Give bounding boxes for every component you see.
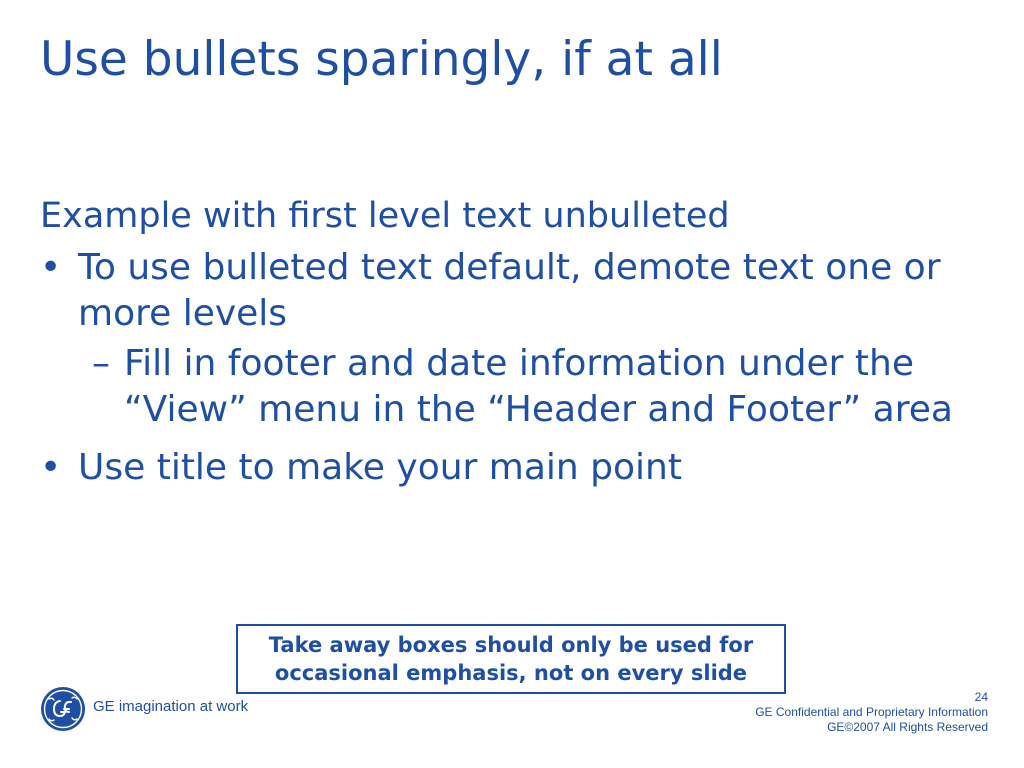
- takeaway-text: Take away boxes should only be used for occasional emphasis, not on every slide: [268, 633, 754, 685]
- bullet-marker: •: [40, 247, 62, 288]
- bullet-marker: •: [40, 447, 62, 488]
- sub-bullet-item: [40, 341, 990, 433]
- footer-info: [755, 690, 988, 735]
- slide-title: Use bullets sparingly, if at all: [40, 32, 723, 87]
- bullet-item: [40, 245, 990, 337]
- lead-text: Example with first level text unbulleted: [40, 196, 730, 236]
- sub-bullet-text: Fill in footer and date information under the “View” menu in the “Header and Footer” area: [124, 343, 953, 430]
- page-number: 24: [974, 690, 988, 704]
- takeaway-box: [236, 624, 786, 694]
- footer-tagline: GE imagination at work: [93, 698, 249, 715]
- confidential-notice: GE Confidential and Proprietary Information: [755, 705, 988, 719]
- bullet-text: Use title to make your main point: [78, 447, 682, 488]
- bullet-item: [40, 445, 990, 491]
- sub-bullet-marker: –: [92, 343, 110, 384]
- ge-logo-icon: [40, 686, 86, 732]
- copyright-notice: GE©2007 All Rights Reserved: [827, 720, 988, 734]
- bullet-text: To use bulleted text default, demote text one or more levels: [78, 247, 941, 334]
- slide-body: [40, 193, 990, 495]
